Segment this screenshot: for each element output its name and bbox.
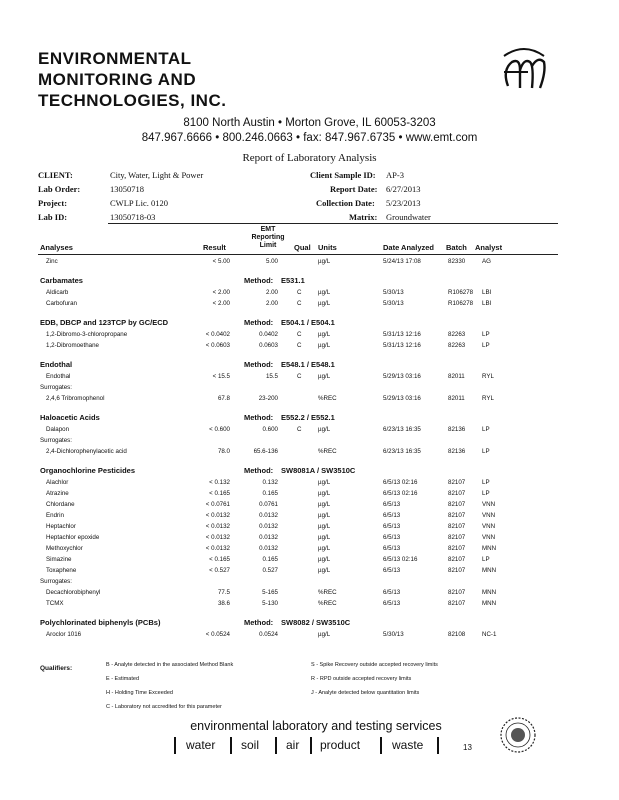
report-date-value: 6/27/2013: [386, 184, 421, 194]
collection-date-value: 5/23/2013: [386, 198, 421, 208]
cell-analyst: LBI: [482, 289, 492, 296]
qualifier-e: E - Estimated: [106, 676, 140, 682]
cell-units: µg/L: [318, 545, 331, 552]
cell-result: < 0.0524: [205, 631, 230, 638]
table-row: [0, 567, 619, 578]
cell-qual: C: [297, 331, 302, 338]
method-value: E552.2 / E552.1: [281, 413, 335, 422]
cell-result: < 0.165: [209, 556, 230, 563]
table-row: [0, 556, 619, 567]
cell-batch: 82263: [448, 342, 466, 349]
cell-batch: 82107: [448, 490, 466, 497]
footer-separator: [230, 737, 232, 754]
method-label: Method:: [244, 318, 274, 327]
cell-analyst: LP: [482, 448, 490, 455]
cell-date: 5/30/13: [383, 300, 404, 307]
cell-batch: 82107: [448, 479, 466, 486]
method-label: Method:: [244, 413, 274, 422]
cell-analyst: LP: [482, 479, 490, 486]
footer-service-water: water: [186, 738, 216, 752]
cell-name: Simazine: [46, 556, 72, 563]
cell-name: 2,4,6 Tribromophenol: [46, 395, 105, 402]
cell-limit: 2.00: [265, 289, 278, 296]
cell-analyst: MNN: [482, 589, 497, 596]
cell-analyst: LBI: [482, 300, 492, 307]
col-emt-line-3: Limit: [259, 242, 277, 249]
cell-name: Chlordane: [46, 501, 75, 508]
cell-name: Carbofuran: [46, 300, 77, 307]
cell-limit: 5.00: [265, 258, 278, 265]
cell-name: Decachlorobiphenyl: [46, 589, 101, 596]
matrix-label: Matrix:: [349, 212, 378, 222]
cell-name: Endrin: [46, 512, 64, 519]
qualifier-c: C - Laboratory not accredited for this parameter: [106, 704, 222, 710]
client-label: CLIENT:: [38, 170, 73, 180]
cell-analyst: VNN: [482, 501, 496, 508]
section-header: [0, 318, 619, 331]
cell-limit: 0.0132: [259, 534, 278, 541]
method-label: Method:: [244, 276, 274, 285]
cell-units: %REC: [318, 600, 337, 607]
report-date-label: Report Date:: [330, 184, 378, 194]
cell-batch: 82263: [448, 331, 466, 338]
cell-result: < 0.132: [209, 479, 230, 486]
collection-date-label: Collection Date:: [316, 198, 375, 208]
col-emt-line-1: EMT: [260, 226, 276, 233]
emt-logo-icon: [498, 46, 550, 94]
qualifier-b: B - Analyte detected in the associated Method Blank: [106, 662, 234, 668]
col-emt-line-2: Reporting: [251, 234, 285, 241]
cell-units: %REC: [318, 395, 337, 402]
project-label: Project:: [38, 198, 68, 208]
cell-name: Atrazine: [46, 490, 69, 497]
qualifiers-label: Qualifiers:: [40, 665, 73, 672]
cell-name: Endothal: [46, 373, 71, 380]
cell-analyst: MNN: [482, 600, 497, 607]
cell-result: < 0.600: [209, 426, 230, 433]
cell-result: < 0.165: [209, 490, 230, 497]
page-number: 13: [463, 743, 472, 752]
cell-date: 5/31/13 12:16: [383, 331, 421, 338]
cell-result: < 0.0132: [205, 545, 230, 552]
footer-service-soil: soil: [241, 738, 260, 752]
cell-limit: 5-165: [262, 589, 278, 596]
cell-qual: C: [297, 289, 302, 296]
method-label: Method:: [244, 360, 274, 369]
cell-name: Dalapon: [46, 426, 70, 433]
company-name: [38, 48, 226, 111]
cell-batch: 82107: [448, 501, 466, 508]
table-row: [0, 426, 619, 437]
footer-separator: [310, 737, 312, 754]
cell-limit: 0.0132: [259, 545, 278, 552]
report-title: Report of Laboratory Analysis: [242, 152, 377, 164]
cell-result: < 2.00: [212, 300, 230, 307]
footer-separator: [174, 737, 176, 754]
cell-limit: 23-200: [258, 395, 278, 402]
cell-units: %REC: [318, 448, 337, 455]
cell-result: < 5.00: [212, 258, 230, 265]
cell-units: µg/L: [318, 631, 331, 638]
cell-analyst: LP: [482, 342, 490, 349]
sample-id-value: AP-3: [386, 170, 404, 180]
company-name-line-1: ENVIRONMENTAL: [38, 49, 192, 68]
cell-batch: 82107: [448, 512, 466, 519]
cell-limit: 0.132: [262, 479, 278, 486]
column-header-rule: [38, 254, 558, 255]
cell-batch: 82107: [448, 567, 466, 574]
cell-qual: C: [297, 426, 302, 433]
table-row: [0, 523, 619, 534]
cell-batch: 82107: [448, 523, 466, 530]
table-row: [0, 534, 619, 545]
cell-batch: 82107: [448, 600, 466, 607]
cell-analyst: VNN: [482, 512, 496, 519]
address-line: 8100 North Austin • Morton Grove, IL 60053-3203: [183, 117, 436, 129]
cell-date: 6/5/13: [383, 512, 401, 519]
client-value: City, Water, Light & Power: [110, 170, 204, 180]
table-row: [0, 258, 619, 269]
cell-date: 6/5/13: [383, 534, 401, 541]
surrogate-row: [0, 600, 619, 611]
cell-result: 67.8: [217, 395, 230, 402]
section-header: [0, 413, 619, 426]
cell-name: 1,2-Dibromo-3-chloropropane: [46, 331, 128, 338]
surrogate-row: [0, 395, 619, 406]
cell-limit: 65.6-136: [253, 448, 278, 455]
section-title: Endothal: [40, 360, 73, 369]
cell-units: µg/L: [318, 567, 331, 574]
cell-limit: 0.165: [262, 490, 278, 497]
table-row: [0, 512, 619, 523]
cell-units: µg/L: [318, 501, 331, 508]
cell-units: µg/L: [318, 556, 331, 563]
footer-tagline: environmental laboratory and testing services: [190, 719, 442, 733]
lab-id-underline: [108, 223, 194, 224]
cell-result: 38.6: [217, 600, 230, 607]
surrogates-label: Surrogates:: [40, 384, 72, 391]
method-value: E548.1 / E548.1: [281, 360, 335, 369]
info-separator: [194, 223, 558, 224]
cell-name: Toxaphene: [46, 567, 77, 574]
cell-date: 5/30/13: [383, 289, 404, 296]
cell-analyst: NC-1: [482, 631, 497, 638]
cell-limit: 15.5: [265, 373, 278, 380]
cell-qual: C: [297, 342, 302, 349]
footer-separator: [275, 737, 277, 754]
col-batch: Batch: [446, 243, 467, 252]
section-header: [0, 618, 619, 631]
cell-units: µg/L: [318, 534, 331, 541]
cell-date: 6/5/13 02:16: [383, 479, 418, 486]
cell-date: 6/5/13: [383, 545, 401, 552]
footer-separator: [380, 737, 382, 754]
method-value: E531.1: [281, 276, 305, 285]
cell-limit: 2.00: [265, 300, 278, 307]
section-header: [0, 360, 619, 373]
surrogates-header: [0, 384, 619, 395]
footer-service-waste: waste: [392, 738, 424, 752]
cell-batch: 82136: [448, 448, 466, 455]
surrogates-header: [0, 437, 619, 448]
method-label: Method:: [244, 618, 274, 627]
cell-name: Aldicarb: [46, 289, 69, 296]
cell-units: µg/L: [318, 342, 331, 349]
cell-name: 2,4-Dichlorophenylacetic acid: [46, 448, 127, 455]
matrix-value: Groundwater: [386, 212, 431, 222]
table-row: [0, 373, 619, 384]
lab-order-label: Lab Order:: [38, 184, 81, 194]
cell-batch: 82011: [448, 395, 465, 402]
table-row: [0, 501, 619, 512]
section-title: Carbamates: [40, 276, 83, 285]
cell-date: 6/5/13 02:16: [383, 556, 418, 563]
cell-units: µg/L: [318, 300, 331, 307]
cell-analyst: LP: [482, 490, 490, 497]
col-date: Date Analyzed: [383, 243, 434, 252]
cell-date: 6/23/13 16:35: [383, 448, 421, 455]
cell-units: µg/L: [318, 523, 331, 530]
cell-analyst: MNN: [482, 567, 497, 574]
table-row: [0, 545, 619, 556]
cell-limit: 0.0132: [259, 523, 278, 530]
table-row: [0, 331, 619, 342]
footer-service-product: product: [320, 738, 361, 752]
cell-analyst: RYL: [482, 373, 494, 380]
cell-units: µg/L: [318, 331, 331, 338]
cell-result: < 0.0761: [205, 501, 230, 508]
cell-analyst: VNN: [482, 534, 496, 541]
surrogate-row: [0, 589, 619, 600]
cell-limit: 0.0402: [259, 331, 278, 338]
surrogate-row: [0, 448, 619, 459]
method-value: E504.1 / E504.1: [281, 318, 335, 327]
cell-limit: 0.0603: [259, 342, 278, 349]
cell-batch: 82107: [448, 589, 466, 596]
qualifier-j: J - Analyte detected below quantitation limits: [311, 690, 420, 696]
table-row: [0, 342, 619, 353]
table-row: [0, 479, 619, 490]
cell-date: 5/29/13 03:16: [383, 373, 421, 380]
cell-date: 5/24/13 17:08: [383, 258, 421, 265]
cell-limit: 0.0524: [259, 631, 278, 638]
sample-id-label: Client Sample ID:: [310, 170, 376, 180]
surrogates-header: [0, 578, 619, 589]
cell-analyst: LP: [482, 331, 490, 338]
section-header: [0, 466, 619, 479]
qualifier-s: S - Spike Recovery outside accepted recovery limits: [311, 662, 438, 668]
cell-result: < 0.0132: [205, 534, 230, 541]
cell-units: µg/L: [318, 512, 331, 519]
cell-date: 6/5/13 02:16: [383, 490, 418, 497]
cell-result: < 0.0132: [205, 512, 230, 519]
cell-name: Methoxychlor: [46, 545, 83, 552]
section-title: Organochlorine Pesticides: [40, 466, 136, 475]
cell-date: 5/31/13 12:16: [383, 342, 421, 349]
footer-service-air: air: [286, 738, 300, 752]
section-title: EDB, DBCP and 123TCP by GC/ECD: [40, 318, 169, 327]
cell-name: TCMX: [46, 600, 64, 607]
cell-limit: 0.0132: [259, 512, 278, 519]
cell-analyst: AG: [482, 258, 491, 265]
cell-units: µg/L: [318, 289, 331, 296]
cell-name: Alachlor: [46, 479, 69, 486]
cell-limit: 0.0761: [259, 501, 278, 508]
method-value: SW8082 / SW3510C: [281, 618, 351, 627]
cell-units: µg/L: [318, 479, 331, 486]
cell-result: < 15.5: [212, 373, 230, 380]
cell-result: < 0.0132: [205, 523, 230, 530]
cell-date: 6/5/13: [383, 567, 401, 574]
cell-units: µg/L: [318, 258, 331, 265]
cell-batch: R106278: [448, 300, 474, 307]
table-row: [0, 631, 619, 642]
lab-id-value: 13050718-03: [110, 212, 156, 222]
table-row: [0, 289, 619, 300]
cell-units: %REC: [318, 589, 337, 596]
cell-result: < 0.0402: [205, 331, 230, 338]
cell-date: 6/23/13 16:35: [383, 426, 421, 433]
cell-date: 6/5/13: [383, 589, 401, 596]
cell-batch: 82107: [448, 534, 466, 541]
col-qual: Qual: [294, 243, 311, 252]
cell-result: < 0.0603: [205, 342, 230, 349]
cell-date: 6/5/13: [383, 523, 401, 530]
lab-id-label: Lab ID:: [38, 212, 68, 222]
cell-analyst: VNN: [482, 523, 496, 530]
surrogates-label: Surrogates:: [40, 437, 72, 444]
cell-name: Heptachlor epoxide: [46, 534, 100, 541]
cell-date: 6/5/13: [383, 501, 401, 508]
cell-name: Heptachlor: [46, 523, 76, 530]
section-title: Haloacetic Acids: [40, 413, 100, 422]
method-value: SW8081A / SW3510C: [281, 466, 356, 475]
cell-batch: 82136: [448, 426, 466, 433]
company-name-line-3: TECHNOLOGIES, INC.: [38, 91, 227, 110]
col-emt-reporting-limit: [244, 226, 292, 250]
section-title: Polychlorinated biphenyls (PCBs): [40, 618, 161, 627]
cell-date: 5/29/13 03:16: [383, 395, 421, 402]
cell-result: < 2.00: [212, 289, 230, 296]
cell-analyst: LP: [482, 556, 490, 563]
cell-batch: 82107: [448, 556, 466, 563]
cell-result: 78.0: [217, 448, 230, 455]
cell-limit: 5-130: [262, 600, 278, 607]
cell-limit: 0.527: [262, 567, 278, 574]
cell-batch: 82011: [448, 373, 465, 380]
cell-limit: 0.600: [262, 426, 278, 433]
cell-batch: 82330: [448, 258, 466, 265]
cell-batch: 82108: [448, 631, 466, 638]
footer-separator: [437, 737, 439, 754]
cell-date: 5/30/13: [383, 631, 404, 638]
cell-batch: 82107: [448, 545, 466, 552]
cell-result: < 0.527: [209, 567, 230, 574]
col-analyst: Analyst: [475, 243, 503, 252]
cell-analyst: MNN: [482, 545, 497, 552]
col-units: Units: [318, 243, 337, 252]
company-name-line-2: MONITORING AND: [38, 70, 197, 89]
qualifier-r: R - RPD outside accepted recovery limits: [311, 676, 412, 682]
cell-date: 6/5/13: [383, 600, 401, 607]
cell-result: 77.5: [217, 589, 230, 596]
project-value: CWLP Lic. 0120: [110, 198, 168, 208]
cell-name: Aroclor 1016: [46, 631, 82, 638]
cell-limit: 0.165: [262, 556, 278, 563]
cell-name: Zinc: [46, 258, 58, 265]
lab-order-value: 13050718: [110, 184, 144, 194]
table-row: [0, 300, 619, 311]
surrogates-label: Surrogates:: [40, 578, 72, 585]
cell-analyst: RYL: [482, 395, 494, 402]
cell-units: µg/L: [318, 373, 331, 380]
cell-analyst: LP: [482, 426, 490, 433]
method-label: Method:: [244, 466, 274, 475]
col-analyses: Analyses: [40, 243, 73, 252]
cell-qual: C: [297, 373, 302, 380]
section-header: [0, 276, 619, 289]
contact-line: 847.967.6666 • 800.246.0663 • fax: 847.967.6735 • www.emt.com: [141, 132, 478, 144]
cell-units: µg/L: [318, 490, 331, 497]
cell-units: µg/L: [318, 426, 331, 433]
col-result: Result: [203, 243, 226, 252]
qualifier-h: H - Holding Time Exceeded: [106, 690, 173, 696]
table-row: [0, 490, 619, 501]
cell-batch: R106278: [448, 289, 474, 296]
accreditation-seal-icon: [499, 716, 537, 754]
cell-qual: C: [297, 300, 302, 307]
cell-name: 1,2-Dibromoethane: [46, 342, 99, 349]
